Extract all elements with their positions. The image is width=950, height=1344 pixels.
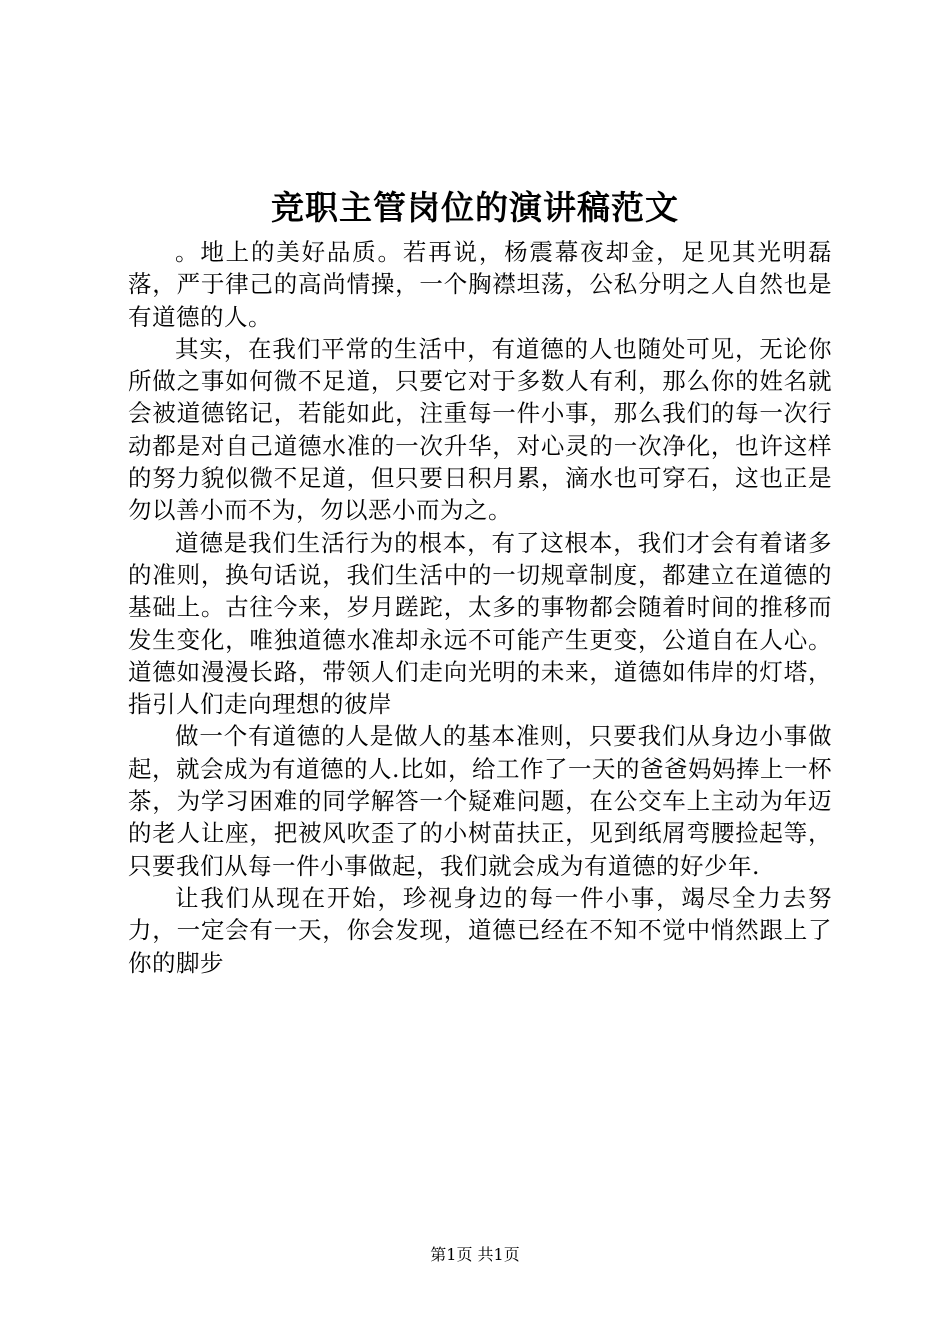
- document-body: [128, 236, 832, 979]
- document-title: 竞职主管岗位的演讲稿范文: [271, 188, 679, 227]
- paragraph-3: 道德是我们生活行为的根本，有了这根本，我们才会有着诸多的准则，换句话说，我们生活中的一切规章制度，都建立在道德的基础上。古往今来，岁月蹉跎，太多的事物都会随着时间的推移而发生变化，唯独道德水准却永远不可能产生更变，公道自在人心。道德如漫漫长路，带领人们走向光明的未来，道德如伟岸的灯塔，指引人们走向理想的彼岸: [128, 528, 832, 719]
- paragraph-5: 让我们从现在开始，珍视身边的每一件小事，竭尽全力去努力，一定会有一天，你会发现，道德已经在不知不觉中悄然跟上了你的脚步: [128, 883, 832, 977]
- paragraph-2: 其实，在我们平常的生活中，有道德的人也随处可见，无论你所做之事如何微不足道，只要它对于多数人有利，那么你的姓名就会被道德铭记，若能如此，注重每一件小事，那么我们的每一次行动都是对自己道德水准的一次升华，对心灵的一次净化，也许这样的努力貌似微不足道，但只要日积月累，滴水也可穿石，这也正是勿以善小而不为，勿以恶小而为之。: [128, 334, 832, 525]
- paragraph-4: 做一个有道德的人是做人的基本准则，只要我们从身边小事做起，就会成为有道德的人.比如，给工作了一天的爸爸妈妈捧上一杯茶，为学习困难的同学解答一个疑难问题，在公交车上主动为年迈的老人让座，把被风吹歪了的小树苗扶正，见到纸屑弯腰捡起等，只要我们从每一件小事做起，我们就会成为有道德的好少年.: [128, 722, 832, 880]
- paragraph-1: 。地上的美好品质。若再说，杨震幕夜却金，足见其光明磊落，严于律己的高尚情操，一个胸襟坦荡，公私分明之人自然也是有道德的人。: [128, 238, 832, 331]
- page-number-footer: 第1页 共1页: [430, 1245, 520, 1264]
